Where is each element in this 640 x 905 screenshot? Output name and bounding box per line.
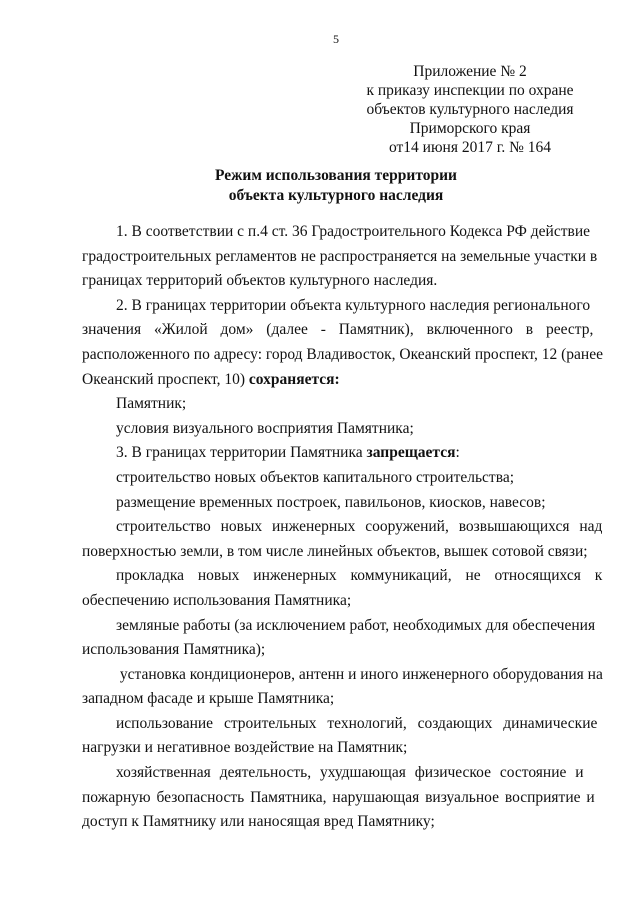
appendix-line: к приказу инспекции по охране bbox=[366, 82, 574, 99]
list-item: строительство новых объектов капитального строительства; bbox=[116, 468, 515, 486]
bold-text: сохраняется: bbox=[248, 370, 340, 388]
title-line: Режим использования территории bbox=[215, 167, 457, 184]
text: 3. В границах территории Памятника bbox=[116, 444, 363, 462]
title-line: объекта культурного наследия bbox=[228, 187, 444, 204]
paragraph-line: расположенного по адресу: город Владивосток, Океанский проспект, 12 (ранее bbox=[82, 345, 603, 363]
paragraph-line: 2. В границах территории объекта культурного наследия регионального bbox=[116, 296, 591, 314]
paragraph-line bbox=[82, 368, 596, 393]
list-item: хозяйственная деятельность, ухудшающая физическое состояние и bbox=[116, 764, 584, 782]
paragraph-line: границах территорий объектов культурного наследия. bbox=[82, 272, 438, 290]
paragraph-line bbox=[82, 245, 596, 270]
page-number: 5 bbox=[333, 32, 339, 46]
appendix-header bbox=[360, 62, 580, 157]
list-item: нагрузки и негативное воздействие на Памятник; bbox=[82, 739, 408, 757]
list-item: доступ к Памятнику или наносящая вред Памятнику; bbox=[82, 813, 435, 831]
list-item: обеспечению использования Памятника; bbox=[82, 591, 352, 609]
text: 1. В соответствии с п.4 ст. 36 Градостроительного Кодекса РФ действие bbox=[116, 223, 590, 240]
list-item: установка кондиционеров, антенн и иного инженерного оборудования на bbox=[116, 665, 603, 683]
text: : bbox=[455, 444, 460, 462]
appendix-line: Приморского края bbox=[409, 120, 531, 137]
document-title bbox=[0, 166, 640, 206]
paragraph-line: значения «Жилой дом» (далее - Памятник), включенного в реестр, bbox=[82, 321, 594, 339]
list-item: прокладка новых инженерных коммуникаций, не относящихся к bbox=[116, 567, 603, 585]
list-item: земляные работы (за исключением работ, необходимых для обеспечения bbox=[116, 616, 596, 634]
list-item: пожарную безопасность Памятника, нарушающая визуальное восприятие и bbox=[82, 788, 595, 806]
list-item: строительство новых инженерных сооружений, возвышающихся над bbox=[116, 518, 603, 536]
list-item: использование строительных технологий, создающих динамические bbox=[116, 714, 598, 732]
list-item: западном фасаде и крыше Памятника; bbox=[82, 690, 335, 708]
text: градостроительных регламентов не распространяется на земельные участки в bbox=[82, 247, 598, 265]
text: Океанский проспект, 10) bbox=[82, 370, 246, 388]
appendix-line: от14 июня 2017 г. № 164 bbox=[388, 139, 552, 156]
bold-text: запрещается bbox=[366, 444, 456, 462]
appendix-line: объектов культурного наследия bbox=[366, 101, 574, 118]
paragraph-line bbox=[116, 441, 596, 466]
list-item: использования Памятника); bbox=[82, 641, 266, 659]
list-item: условия визуального восприятия Памятника; bbox=[116, 419, 414, 437]
paragraph-line bbox=[116, 220, 596, 245]
list-item: размещение временных построек, павильонов, киосков, навесов; bbox=[116, 493, 546, 511]
document-body bbox=[82, 220, 603, 835]
list-item: Памятник; bbox=[116, 395, 187, 413]
list-item: поверхностью земли, в том числе линейных объектов, вышек сотовой связи; bbox=[82, 542, 588, 560]
appendix-line: Приложение № 2 bbox=[413, 63, 527, 80]
